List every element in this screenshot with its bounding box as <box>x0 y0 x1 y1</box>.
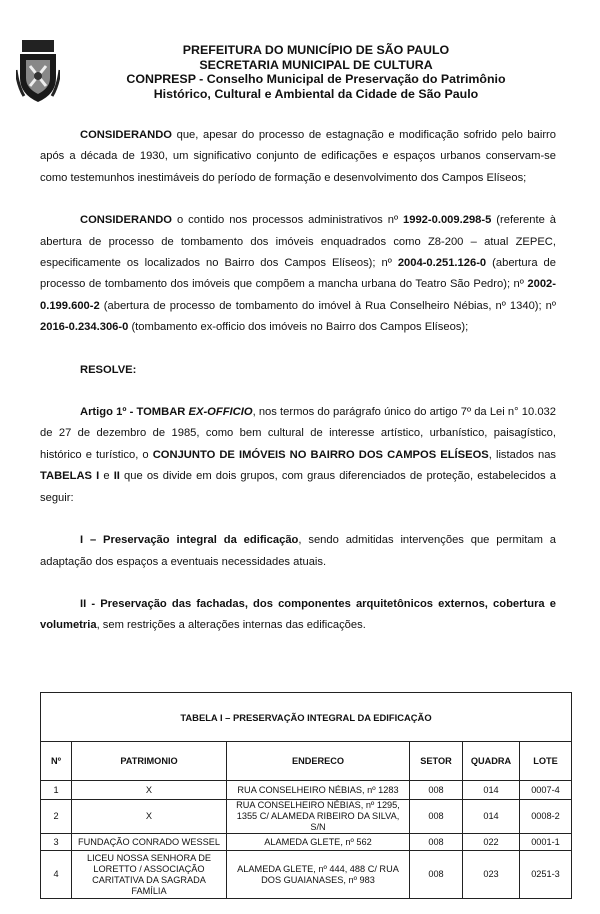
col-header-quadra: QUADRA <box>463 742 520 781</box>
cell-numero: 1 <box>41 781 72 800</box>
col-header-setor: SETOR <box>410 742 463 781</box>
cell-numero: 4 <box>41 851 72 899</box>
cell-lote: 0001-1 <box>520 834 572 851</box>
cell-quadra: 014 <box>463 800 520 834</box>
paragraph-considerando-2: CONSIDERANDO o contido nos processos administrativos nº 1992-0.009.298-5 (referente à abertura de processo de tombamento dos imóveis enquadrados como Z8-200 – atual ZEPEC, especificamente os localizados no Bairro dos Campos Elíseos); nº 2004-0.251.126-0 (abertura de processo de tombamento dos imóveis que compõem a mancha urbana do Teatro São Pedro); nº 2002-0.199.600-2 (abertura de processo de tombamento do imóvel à Rua Conselheiro Nébias, nº 1340); nº 2016-0.234.306-0 (tombamento ex-officio dos imóveis no Bairro dos Campos Elíseos); <box>40 214 556 334</box>
cell-setor: 008 <box>410 781 463 800</box>
cell-quadra: 023 <box>463 851 520 899</box>
cell-endereco: ALAMEDA GLETE, nº 444, 488 C/ RUA DOS GUAIANASES, nº 983 <box>227 851 410 899</box>
cell-patrimonio: X <box>72 781 227 800</box>
paragraph-considerando-1: CONSIDERANDO que, apesar do processo de estagnação e modificação sofrido pelo bairro após a década de 1930, um significativo conjunto de edificações e espaços urbanos conservam-se como testemunhos inestimáveis do período de formação e desenvolvimento dos Campos Elíseos; <box>40 129 556 184</box>
table-1 <box>40 692 572 899</box>
col-header-patrimonio: PATRIMONIO <box>72 742 227 781</box>
header-line-3: CONPRESP - Conselho Municipal de Preservação do Patrimônio <box>126 72 506 86</box>
item-i: I – Preservação integral da edificação, sendo admitidas intervenções que permitam a adaptação dos espaços a eventuais necessidades atuais. <box>40 534 556 568</box>
cell-lote: 0008-2 <box>520 800 572 834</box>
cell-numero: 2 <box>41 800 72 834</box>
header-line-4: Histórico, Cultural e Ambiental da Cidade de São Paulo <box>153 86 479 101</box>
col-header-endereco: ENDERECO <box>227 742 410 781</box>
cell-patrimonio: X <box>72 800 227 834</box>
cell-lote: 0007-4 <box>520 781 572 800</box>
cell-lote: 0251-3 <box>520 851 572 899</box>
cell-endereco: ALAMEDA GLETE, nº 562 <box>227 834 410 851</box>
item-ii: II - Preservação das fachadas, dos componentes arquitetônicos externos, cobertura e volumetria, sem restrições a alterações internas das edificações. <box>40 597 556 632</box>
cell-setor: 008 <box>410 834 463 851</box>
document-header <box>0 0 600 115</box>
col-header-lote: LOTE <box>520 742 572 781</box>
cell-endereco: RUA CONSELHEIRO NÉBIAS, nº 1295, 1355 C/ ALAMEDA RIBEIRO DA SILVA, S/N <box>227 800 410 834</box>
cell-endereco: RUA CONSELHEIRO NÉBIAS, nº 1283 <box>227 781 410 800</box>
header-line-2: SECRETARIA MUNICIPAL DE CULTURA <box>199 57 433 72</box>
cell-quadra: 022 <box>463 834 520 851</box>
document-body <box>40 125 556 637</box>
cell-patrimonio: FUNDAÇÃO CONRADO WESSEL <box>72 834 227 851</box>
cell-setor: 008 <box>410 800 463 834</box>
table-title: TABELA I – PRESERVAÇÃO INTEGRAL DA EDIFICAÇÃO <box>41 693 572 742</box>
header-line-1: PREFEITURA DO MUNICÍPIO DE SÃO PAULO <box>182 43 450 57</box>
cell-patrimonio: LICEU NOSSA SENHORA DE LORETTO / ASSOCIAÇÃO CARITATIVA DA SAGRADA FAMÍLIA <box>72 851 227 899</box>
resolve-heading: RESOLVE: <box>80 363 137 376</box>
cell-numero: 3 <box>41 834 72 851</box>
table-row <box>41 800 572 834</box>
article-1: Artigo 1º - TOMBAR EX-OFFICIO, nos termos do parágrafo único do artigo 7º da Lei n° 10.032 de 27 de dezembro de 1985, como bem cultural de interesse artístico, urbanístico, paisagístico, histórico e turístico, o CONJUNTO DE IMÓVEIS NO BAIRRO DOS CAMPOS ELÍSEOS, listados nas TABELAS I e II que os divide em dois grupos, com graus diferenciados de proteção, estabelecidos a seguir: <box>40 406 557 504</box>
table-row <box>41 781 572 800</box>
table-row <box>41 834 572 851</box>
cell-quadra: 014 <box>463 781 520 800</box>
cell-setor: 008 <box>410 851 463 899</box>
table-row <box>41 851 572 899</box>
sao-paulo-coat-of-arms-icon <box>16 40 60 104</box>
col-header-numero: Nº <box>41 742 72 781</box>
